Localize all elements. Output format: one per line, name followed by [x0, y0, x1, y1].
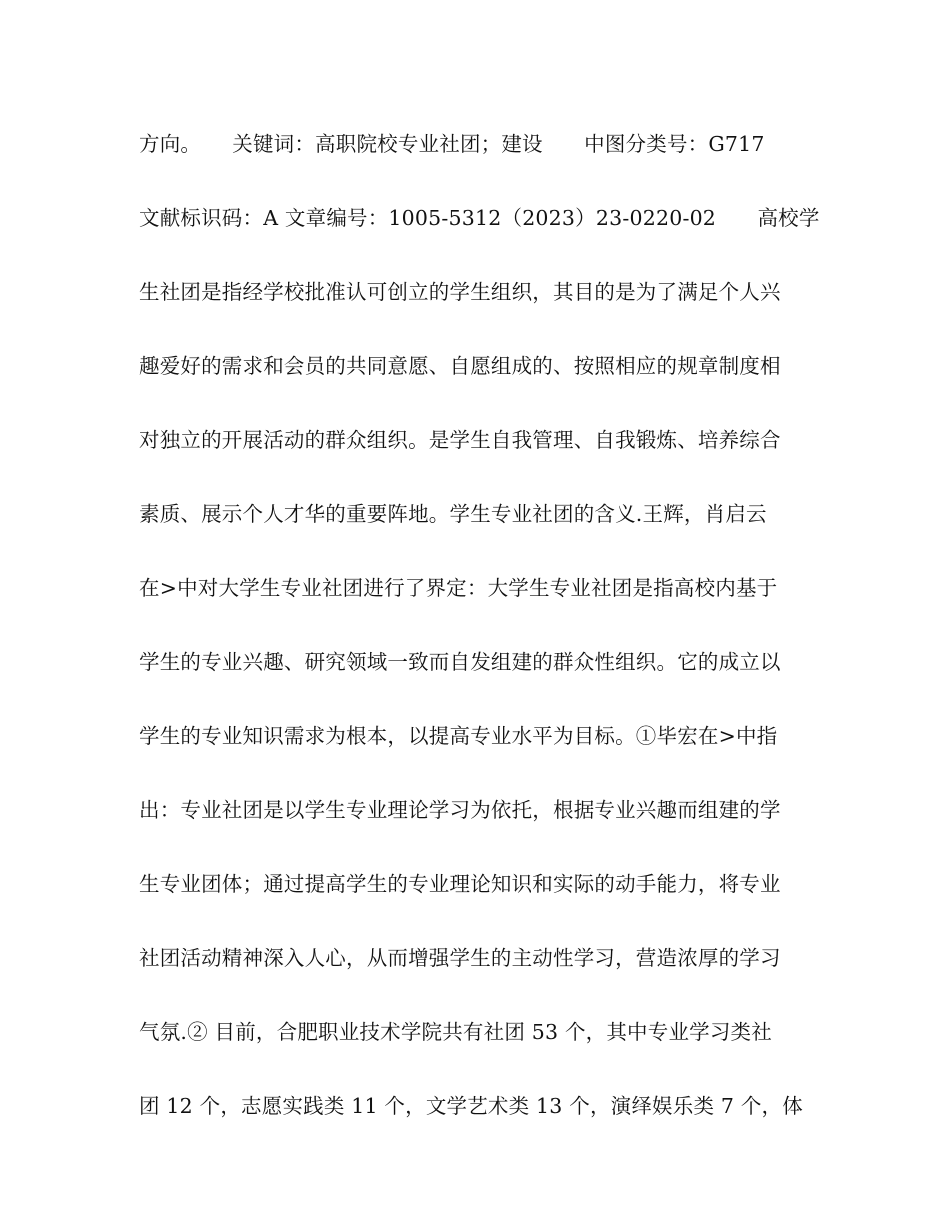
- text-line: 对独立的开展活动的群众组织。是学生自我管理、自我锻炼、培养综合: [139, 428, 781, 452]
- text-line: 团 12 个，志愿实践类 11 个，文学艺术类 13 个，演绎娱乐类 7 个，体: [139, 1094, 803, 1118]
- text-line: 文献标识码：A 文章编号：1005-5312（2023）23-0220-02 高校学: [139, 206, 820, 230]
- text-line: 素质、展示个人才华的重要阵地。学生专业社团的含义.王辉，肖启云: [139, 502, 767, 526]
- text-line: 学生的专业兴趣、研究领域一致而自发组建的群众性组织。它的成立以: [139, 650, 781, 674]
- text-line: 生社团是指经学校批准认可创立的学生组织，其目的是为了满足个人兴: [139, 280, 781, 304]
- text-line: 学生的专业知识需求为根本，以提高专业水平为目标。①毕宏在>中指: [139, 724, 778, 748]
- text-line: 社团活动精神深入人心，从而增强学生的主动性学习，营造浓厚的学习: [139, 946, 781, 970]
- text-line: 趣爱好的需求和会员的共同意愿、自愿组成的、按照相应的规章制度相: [139, 354, 781, 378]
- text-line: 出：专业社团是以学生专业理论学习为依托，根据专业兴趣而组建的学: [139, 798, 781, 822]
- text-line: 方向。 关键词：高职院校专业社团；建设 中图分类号：G717: [139, 132, 765, 156]
- text-line: 生专业团体；通过提高学生的专业理论知识和实际的动手能力，将专业: [139, 872, 781, 896]
- text-line: 在>中对大学生专业社团进行了界定：大学生专业社团是指高校内基于: [139, 576, 778, 600]
- text-line: 气氛.② 目前，合肥职业技术学院共有社团 53 个，其中专业学习类社: [139, 1020, 772, 1044]
